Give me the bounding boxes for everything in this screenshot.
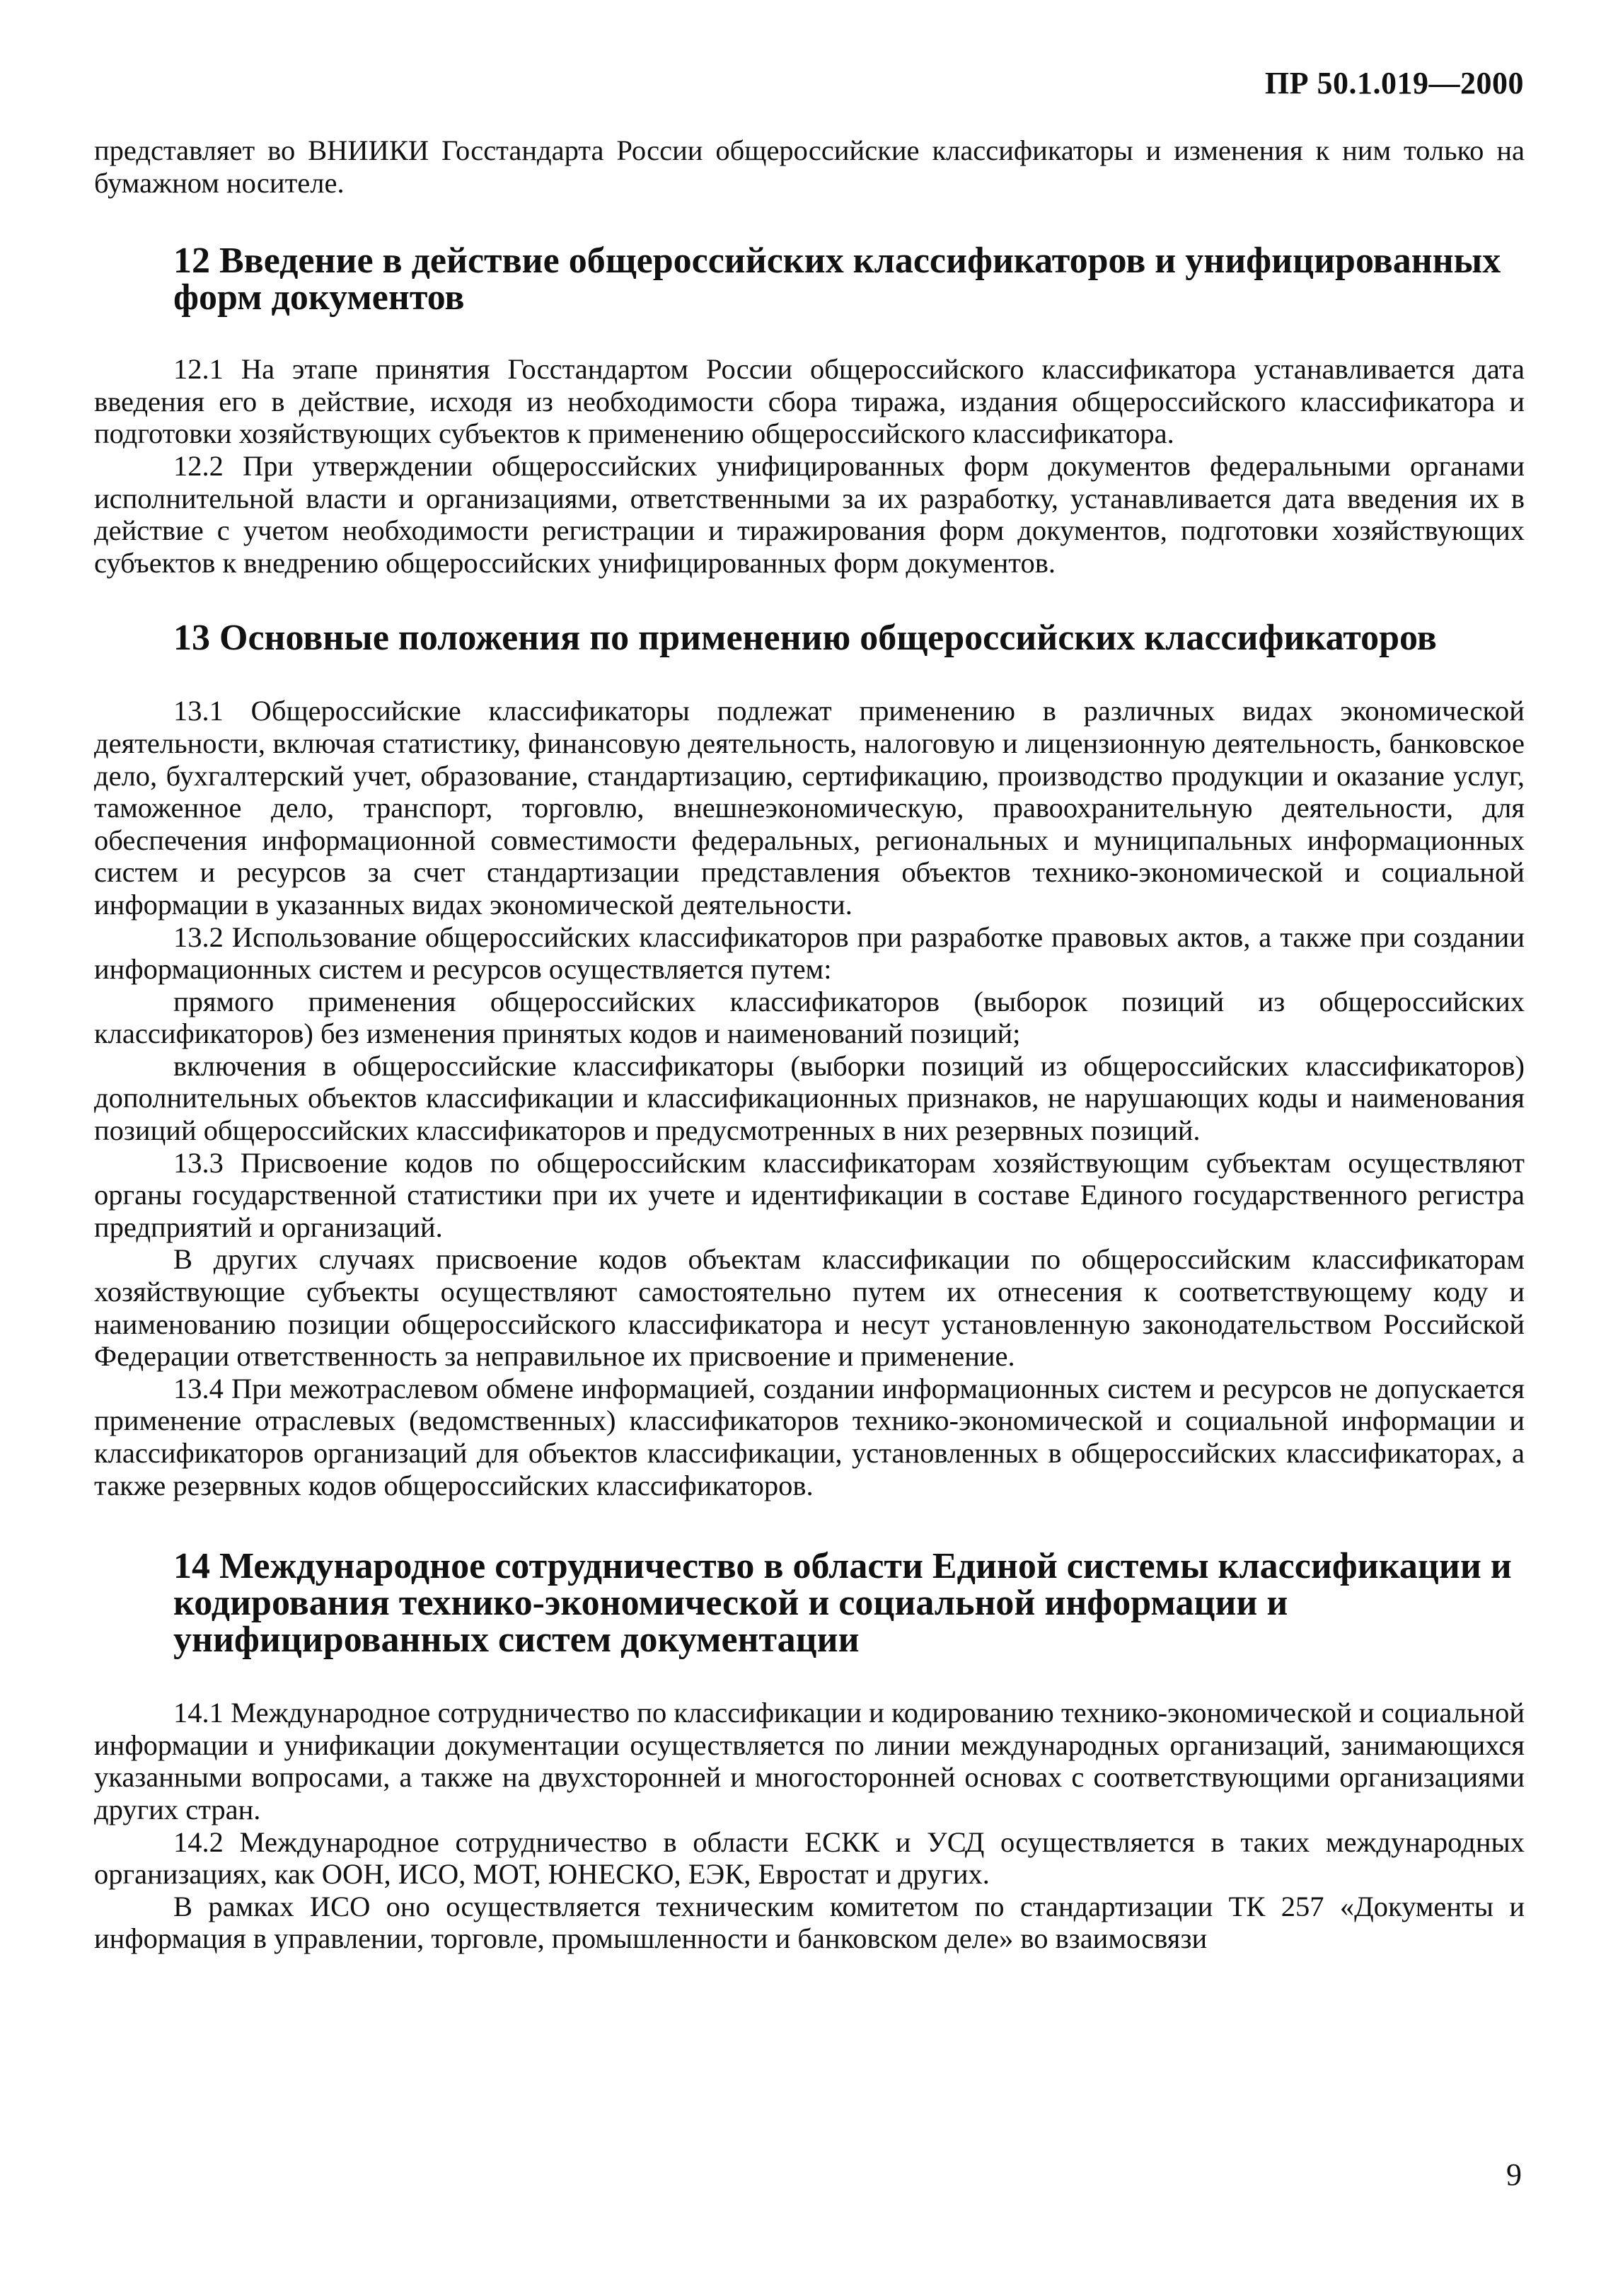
paragraph-13-3: 13.3 Присвоение кодов по общероссийским классификаторам хозяйствующим субъектам осуществляют органы государственной статистики при их учете и идентификации в составе Единого государственного регистра предприятий и организаций. [94,1146,1525,1243]
paragraph-12-1: 12.1 На этапе принятия Госстандартом России общероссийского классификатора устанавливается дата введения его в действие, исходя из необходимости сбора тиража, издания общероссийского классификатора и подготовки хозяйствующих субъектов к применению общероссийского классификатора. [94,353,1525,450]
paragraph-12-2: 12.2 При утверждении общероссийских унифицированных форм документов федеральными органами исполнительной власти и организациями, ответственными за их разработку, устанавливается дата введения их в действие с учетом необходимости регистрации и тиражирования форм документов, подготовки хозяйствующих субъектов к внедрению общероссийских унифицированных форм документов. [94,449,1525,579]
section-13-heading: 13 Основные положения по применению общероссийских классификаторов [173,618,1437,659]
paragraph-14-1: 14.1 Международное сотрудничество по классификации и кодированию технико-экономической и социальной информации и унификации документации осуществляется по линии международных организаций, занимающихся указанными вопросами, а также на двухсторонней и многосторонней основах с соответствующими организациями других стран. [94,1697,1525,1825]
document-code: ПР 50.1.019—2000 [1264,66,1524,100]
paragraph-13-3-cont: В других случаях присвоение кодов объектам классификации по общероссийским классификаторам хозяйствующие субъекты осуществляют самостоятельно путем их отнесения к соответствующему коду и наименованию позиции общероссийского классификатора и несут установленную законодательством Российской Федерации ответственность за неправильное их присвоение и применение. [94,1243,1525,1373]
paragraph-13-4: 13.4 При межотраслевом обмене информацией, создании информационных систем и ресурсов не допускается применение отраслевых (ведомственных) классификаторов технико-экономической и социальной информации и классификаторов организаций для объектов классификации, установленных в общероссийских классификаторах, а также резервных кодов общероссийских классификаторов. [94,1372,1525,1501]
intro-paragraph: представляет во ВНИИКИ Госстандарта России общероссийские классификаторы и изменения к ним только на бумажном носителе. [94,134,1525,199]
section-14-heading: 14 Международное сотрудничество в области Единой системы классификации и кодирования технико-экономической и социальной информации и унифицированных систем документации [173,1546,1512,1661]
paragraph-13-2-item-2: включения в общероссийские классификаторы (выборки позиций из общероссийских классификаторов) дополнительных объектов классификации и классификационных признаков, не нарушающих коды и наименования позиций общероссийских классификаторов и предусмотренных в них резервных позиций. [94,1049,1525,1147]
paragraph-13-2-item-1: прямого применения общероссийских классификаторов (выборок позиций из общероссийских классификаторов) без изменения принятых кодов и наименований позиций; [94,985,1525,1050]
paragraph-14-2: 14.2 Международное сотрудничество в области ЕСКК и УСД осуществляется в таких международных организациях, как ООН, ИСО, МОТ, ЮНЕСКО, ЕЭК, Евростат и других. [94,1825,1525,1891]
page-content [94,134,1525,1955]
paragraph-14-2-cont: В рамках ИСО оно осуществляется техническим комитетом по стандартизации ТК 257 «Документы и информация в управлении, торговле, промышленности и банковском деле» во взаимосвязи [94,1890,1525,1955]
section-12-heading: 12 Введение в действие общероссийских классификаторов и унифицированных форм документов [173,241,1501,318]
paragraph-13-1: 13.1 Общероссийские классификаторы подлежат применению в различных видах экономической деятельности, включая статистику, финансовую деятельность, налоговую и лицензионную деятельность, банковское дело, бухгалтерский учет, образование, стандартизацию, сертификацию, производство продукции и оказание услуг, таможенное дело, транспорт, торговлю, внешнеэкономическую, правоохранительную деятельности, для обеспечения информационной совместимости федеральных, региональных и муниципальных информационных систем и ресурсов за счет стандартизации представления объектов технико-экономической и социальной информации в указанных видах экономической деятельности. [94,695,1525,921]
paragraph-13-2: 13.2 Использование общероссийских классификаторов при разработке правовых актов, а также при создании информационных систем и ресурсов осуществляется путем: [94,921,1525,986]
page-number: 9 [1506,2157,1522,2192]
